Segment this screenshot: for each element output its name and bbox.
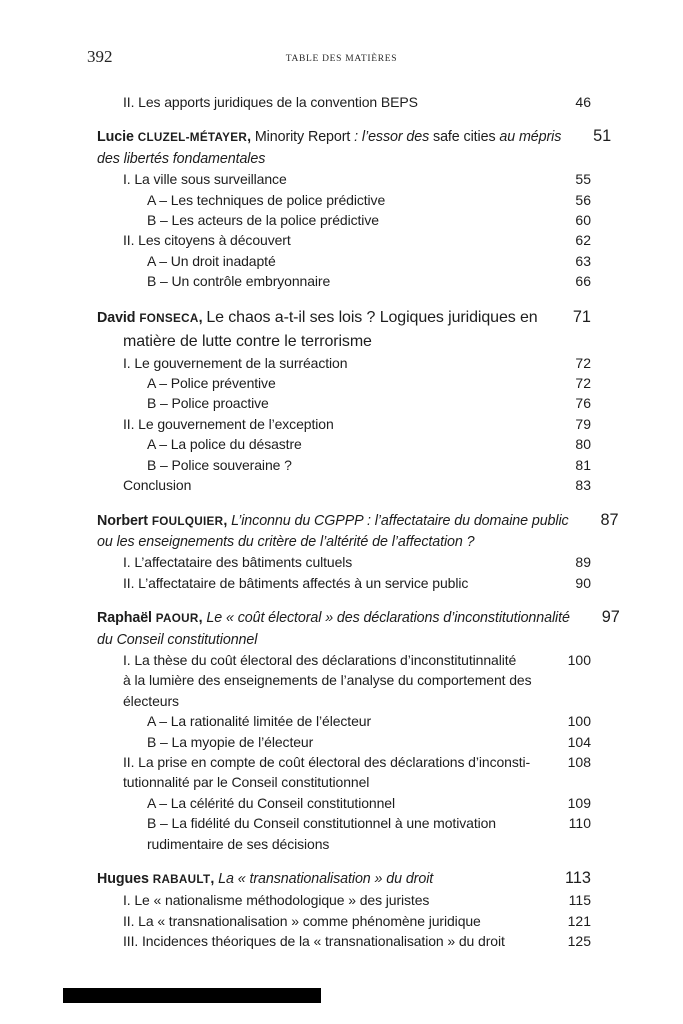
entry-text-segment: , xyxy=(198,309,207,326)
entry-page-number: 60 xyxy=(575,212,591,229)
entry-page-number: 71 xyxy=(572,307,591,326)
entry-text-segment: Norbert xyxy=(97,512,152,529)
entry-text xyxy=(97,210,541,230)
entry-text xyxy=(97,532,541,552)
entry-text xyxy=(97,511,569,532)
entry-text xyxy=(97,772,541,792)
entry-text-segment: II. L’affectataire de bâtiments affectés à un service public xyxy=(123,574,469,591)
toc-author-entry-row xyxy=(97,607,620,629)
entry-text-segment: au mépris xyxy=(495,129,562,146)
entry-text xyxy=(97,608,570,629)
entry-text xyxy=(97,552,541,572)
entry-text-segment: tutionnalité par le Conseil constitutionnel xyxy=(123,774,370,791)
entry-text xyxy=(97,890,541,910)
entry-text-segment: safe cities xyxy=(433,129,496,146)
author-surname: RABAULT xyxy=(152,873,211,886)
entry-page-number: 76 xyxy=(575,395,591,412)
entry-text-segment: Conclusion xyxy=(123,477,192,494)
toc-entry-row xyxy=(97,414,591,434)
toc-entry-row xyxy=(97,573,591,593)
entry-text-segment: David xyxy=(97,309,140,326)
entry-text-segment: I. La thèse du coût électoral des déclarations d’inconstitutinnalité xyxy=(123,651,517,668)
entry-page-number: 72 xyxy=(575,375,591,392)
entry-page-number: 63 xyxy=(575,252,591,269)
entry-page-number: 97 xyxy=(601,608,620,627)
author-surname: FOULQUIER xyxy=(151,514,224,528)
toc-entry-row xyxy=(97,650,591,670)
toc-entry-row xyxy=(97,475,591,495)
entry-text xyxy=(97,752,541,772)
entry-text-segment: B – Police proactive xyxy=(147,395,269,412)
toc-entry-row xyxy=(97,711,591,731)
author-surname: FONSECA xyxy=(139,311,199,325)
entry-page-number: 62 xyxy=(575,232,591,249)
entry-page-number: 100 xyxy=(567,713,591,730)
entry-text xyxy=(97,455,541,475)
entry-text xyxy=(97,373,541,393)
entry-text xyxy=(97,92,541,112)
toc-author-entry-row xyxy=(97,306,591,330)
toc-entry-row xyxy=(97,353,591,373)
toc-entry-row xyxy=(97,230,591,250)
entry-text-segment: La « transnationalisation » du droit xyxy=(218,871,434,887)
toc-author-entry-row xyxy=(97,532,591,552)
toc-entry-row xyxy=(97,793,591,813)
toc-entry-row xyxy=(97,190,591,210)
toc-entry-row xyxy=(97,169,591,189)
entry-text xyxy=(97,434,541,454)
entry-text-segment: B – Les acteurs de la police prédictive xyxy=(147,212,379,229)
toc-entry-row xyxy=(97,890,591,910)
entry-page-number: 56 xyxy=(575,191,591,208)
entry-text-segment: I. Le gouvernement de la surréaction xyxy=(123,354,348,371)
toc-entry-row xyxy=(97,393,591,413)
entry-text-segment: III. Incidences théoriques de la « transnationalisation » du droit xyxy=(123,933,505,950)
entry-text-segment: Le chaos a-t-il ses lois ? Logiques juridiques en xyxy=(206,308,538,326)
entry-text xyxy=(97,169,541,189)
entry-text xyxy=(97,911,541,931)
entry-page-number: 83 xyxy=(575,477,591,494)
toc-author-entry-row xyxy=(97,126,612,148)
entry-text-segment: B – Un contrôle embryonnaire xyxy=(147,273,331,290)
toc-author-entry-row xyxy=(97,630,591,650)
entry-text xyxy=(97,869,541,890)
entry-text xyxy=(97,711,541,731)
entry-page-number: 89 xyxy=(575,554,591,571)
toc-author-entry-row xyxy=(97,510,619,532)
entry-page-number: 110 xyxy=(568,815,591,832)
entry-text xyxy=(97,813,541,833)
author-surname: CLUZEL-MÉTAYER xyxy=(137,131,248,145)
toc-entry-row xyxy=(97,455,591,475)
entry-text xyxy=(97,670,541,690)
toc-author-entry-row xyxy=(97,330,591,353)
entry-text-segment: , xyxy=(210,871,219,887)
entry-text xyxy=(97,573,541,593)
entry-text xyxy=(97,475,541,495)
entry-text xyxy=(97,414,541,434)
running-header: TABLE DES MATIÈRES xyxy=(285,54,398,64)
entry-text xyxy=(97,127,561,148)
entry-page-number: 46 xyxy=(575,94,591,110)
entry-text xyxy=(97,271,541,291)
entry-text xyxy=(97,630,541,650)
entry-text-segment: , xyxy=(247,129,255,146)
entry-text xyxy=(97,931,541,951)
entry-text-segment: A – La rationalité limitée de l’électeur xyxy=(147,713,372,730)
entry-text xyxy=(97,691,541,711)
entry-text-segment: : l’essor des xyxy=(350,129,434,146)
entry-page-number: 125 xyxy=(567,933,591,950)
toc-author-entry-row xyxy=(97,149,591,169)
entry-text xyxy=(97,149,541,169)
entry-text-segment: rudimentaire de ses décisions xyxy=(147,835,330,852)
entry-text xyxy=(97,834,541,854)
entry-text-segment: électeurs xyxy=(123,692,179,709)
entry-text-segment: II. Les apports juridiques de la convention BEPS xyxy=(123,94,418,110)
entry-text xyxy=(97,230,541,250)
entry-text-segment: , xyxy=(223,512,232,529)
entry-page-number: 79 xyxy=(575,415,591,432)
entry-page-number: 90 xyxy=(575,574,591,591)
entry-text-segment: Raphaël xyxy=(97,610,156,627)
toc-list xyxy=(97,92,620,952)
entry-text-segment: B – Police souveraine ? xyxy=(147,456,292,473)
entry-text xyxy=(97,732,541,752)
toc-entry-row xyxy=(97,552,591,572)
toc-entry-row xyxy=(97,271,591,291)
entry-text xyxy=(97,353,541,373)
entry-text-segment: Minority Report xyxy=(254,129,351,146)
entry-text xyxy=(97,393,541,413)
entry-text-segment: Hugues xyxy=(97,871,153,887)
entry-page-number: 66 xyxy=(575,273,591,290)
entry-text xyxy=(97,251,541,271)
entry-text-segment: B – La myopie de l’électeur xyxy=(147,733,314,750)
entry-text-segment: ou les enseignements du critère de l’altérité de l’affectation ? xyxy=(97,533,475,550)
entry-text-segment: II. Le gouvernement de l’exception xyxy=(123,415,334,432)
entry-page-number: 81 xyxy=(575,456,591,473)
entry-text xyxy=(97,190,541,210)
toc-entry-row xyxy=(97,813,591,833)
toc-author-entry-row xyxy=(97,868,591,890)
entry-text-segment: A – La célérité du Conseil constitutionnel xyxy=(147,794,395,811)
entry-page-number: 121 xyxy=(567,912,591,929)
entry-page-number: 80 xyxy=(575,436,591,453)
entry-text-segment: du Conseil constitutionnel xyxy=(97,631,258,648)
toc-entry-row xyxy=(97,373,591,393)
entry-text-segment: A – Les techniques de police prédictive xyxy=(147,191,386,208)
entry-page-number: 51 xyxy=(593,127,612,146)
entry-text-segment: des libertés fondamentales xyxy=(97,150,266,167)
entry-text-segment: Lucie xyxy=(97,129,138,146)
entry-page-number: 108 xyxy=(567,753,591,770)
entry-text-segment: I. Le « nationalisme méthodologique » des juristes xyxy=(123,892,430,909)
entry-text-segment: , xyxy=(198,610,207,627)
entry-text-segment: I. La ville sous surveillance xyxy=(123,171,287,188)
toc-entry-row xyxy=(97,752,591,772)
entry-page-number: 72 xyxy=(575,354,591,371)
entry-text xyxy=(97,306,541,330)
entry-text-segment: II. La « transnationalisation » comme phénomène juridique xyxy=(123,912,481,929)
entry-text-segment: à la lumière des enseignements de l’analyse du comportement des xyxy=(123,672,532,689)
toc-entry-row xyxy=(97,931,591,951)
author-surname: PAOUR xyxy=(155,612,199,626)
entry-page-number: 104 xyxy=(567,733,591,750)
entry-text-segment: A – Police préventive xyxy=(147,375,276,392)
entry-page-number: 55 xyxy=(575,171,591,188)
toc-entry-row xyxy=(97,434,591,454)
entry-text-segment: L’inconnu du CGPPP : l’affectataire du domaine public xyxy=(231,512,569,529)
toc-entry-row xyxy=(97,732,591,752)
entry-page-number: 115 xyxy=(568,892,591,909)
toc-entry-row xyxy=(97,92,591,112)
entry-text-segment: Le « coût électoral » des déclarations d’inconstitutionnalité xyxy=(206,610,570,627)
entry-text-segment: A – La police du désastre xyxy=(147,436,302,453)
black-redaction-bar xyxy=(63,988,321,1003)
entry-text xyxy=(97,793,541,813)
toc-entry-row xyxy=(97,670,591,690)
toc-entry-row xyxy=(97,834,591,854)
toc-entry-row xyxy=(97,772,591,792)
toc-entry-row xyxy=(97,691,591,711)
entry-page-number: 100 xyxy=(567,651,591,668)
toc-entry-row xyxy=(97,210,591,230)
toc-entry-row xyxy=(97,251,591,271)
entry-text xyxy=(97,650,541,670)
entry-text-segment: I. L’affectataire des bâtiments cultuels xyxy=(123,554,353,571)
entry-text-segment: B – La fidélité du Conseil constitutionnel à une motivation xyxy=(147,815,496,832)
entry-text xyxy=(97,330,541,353)
entry-text-segment: II. La prise en compte de coût électoral des déclarations d’inconsti- xyxy=(123,753,531,770)
entry-text-segment: matière de lutte contre le terrorisme xyxy=(123,332,372,350)
entry-text-segment: A – Un droit inadapté xyxy=(147,252,276,269)
toc-entry-row xyxy=(97,911,591,931)
entry-page-number: 87 xyxy=(600,510,619,529)
entry-page-number: 109 xyxy=(567,794,591,811)
entry-page-number: 113 xyxy=(565,869,591,887)
page-folio-number: 392 xyxy=(87,47,113,66)
entry-text-segment: II. Les citoyens à découvert xyxy=(123,232,291,249)
